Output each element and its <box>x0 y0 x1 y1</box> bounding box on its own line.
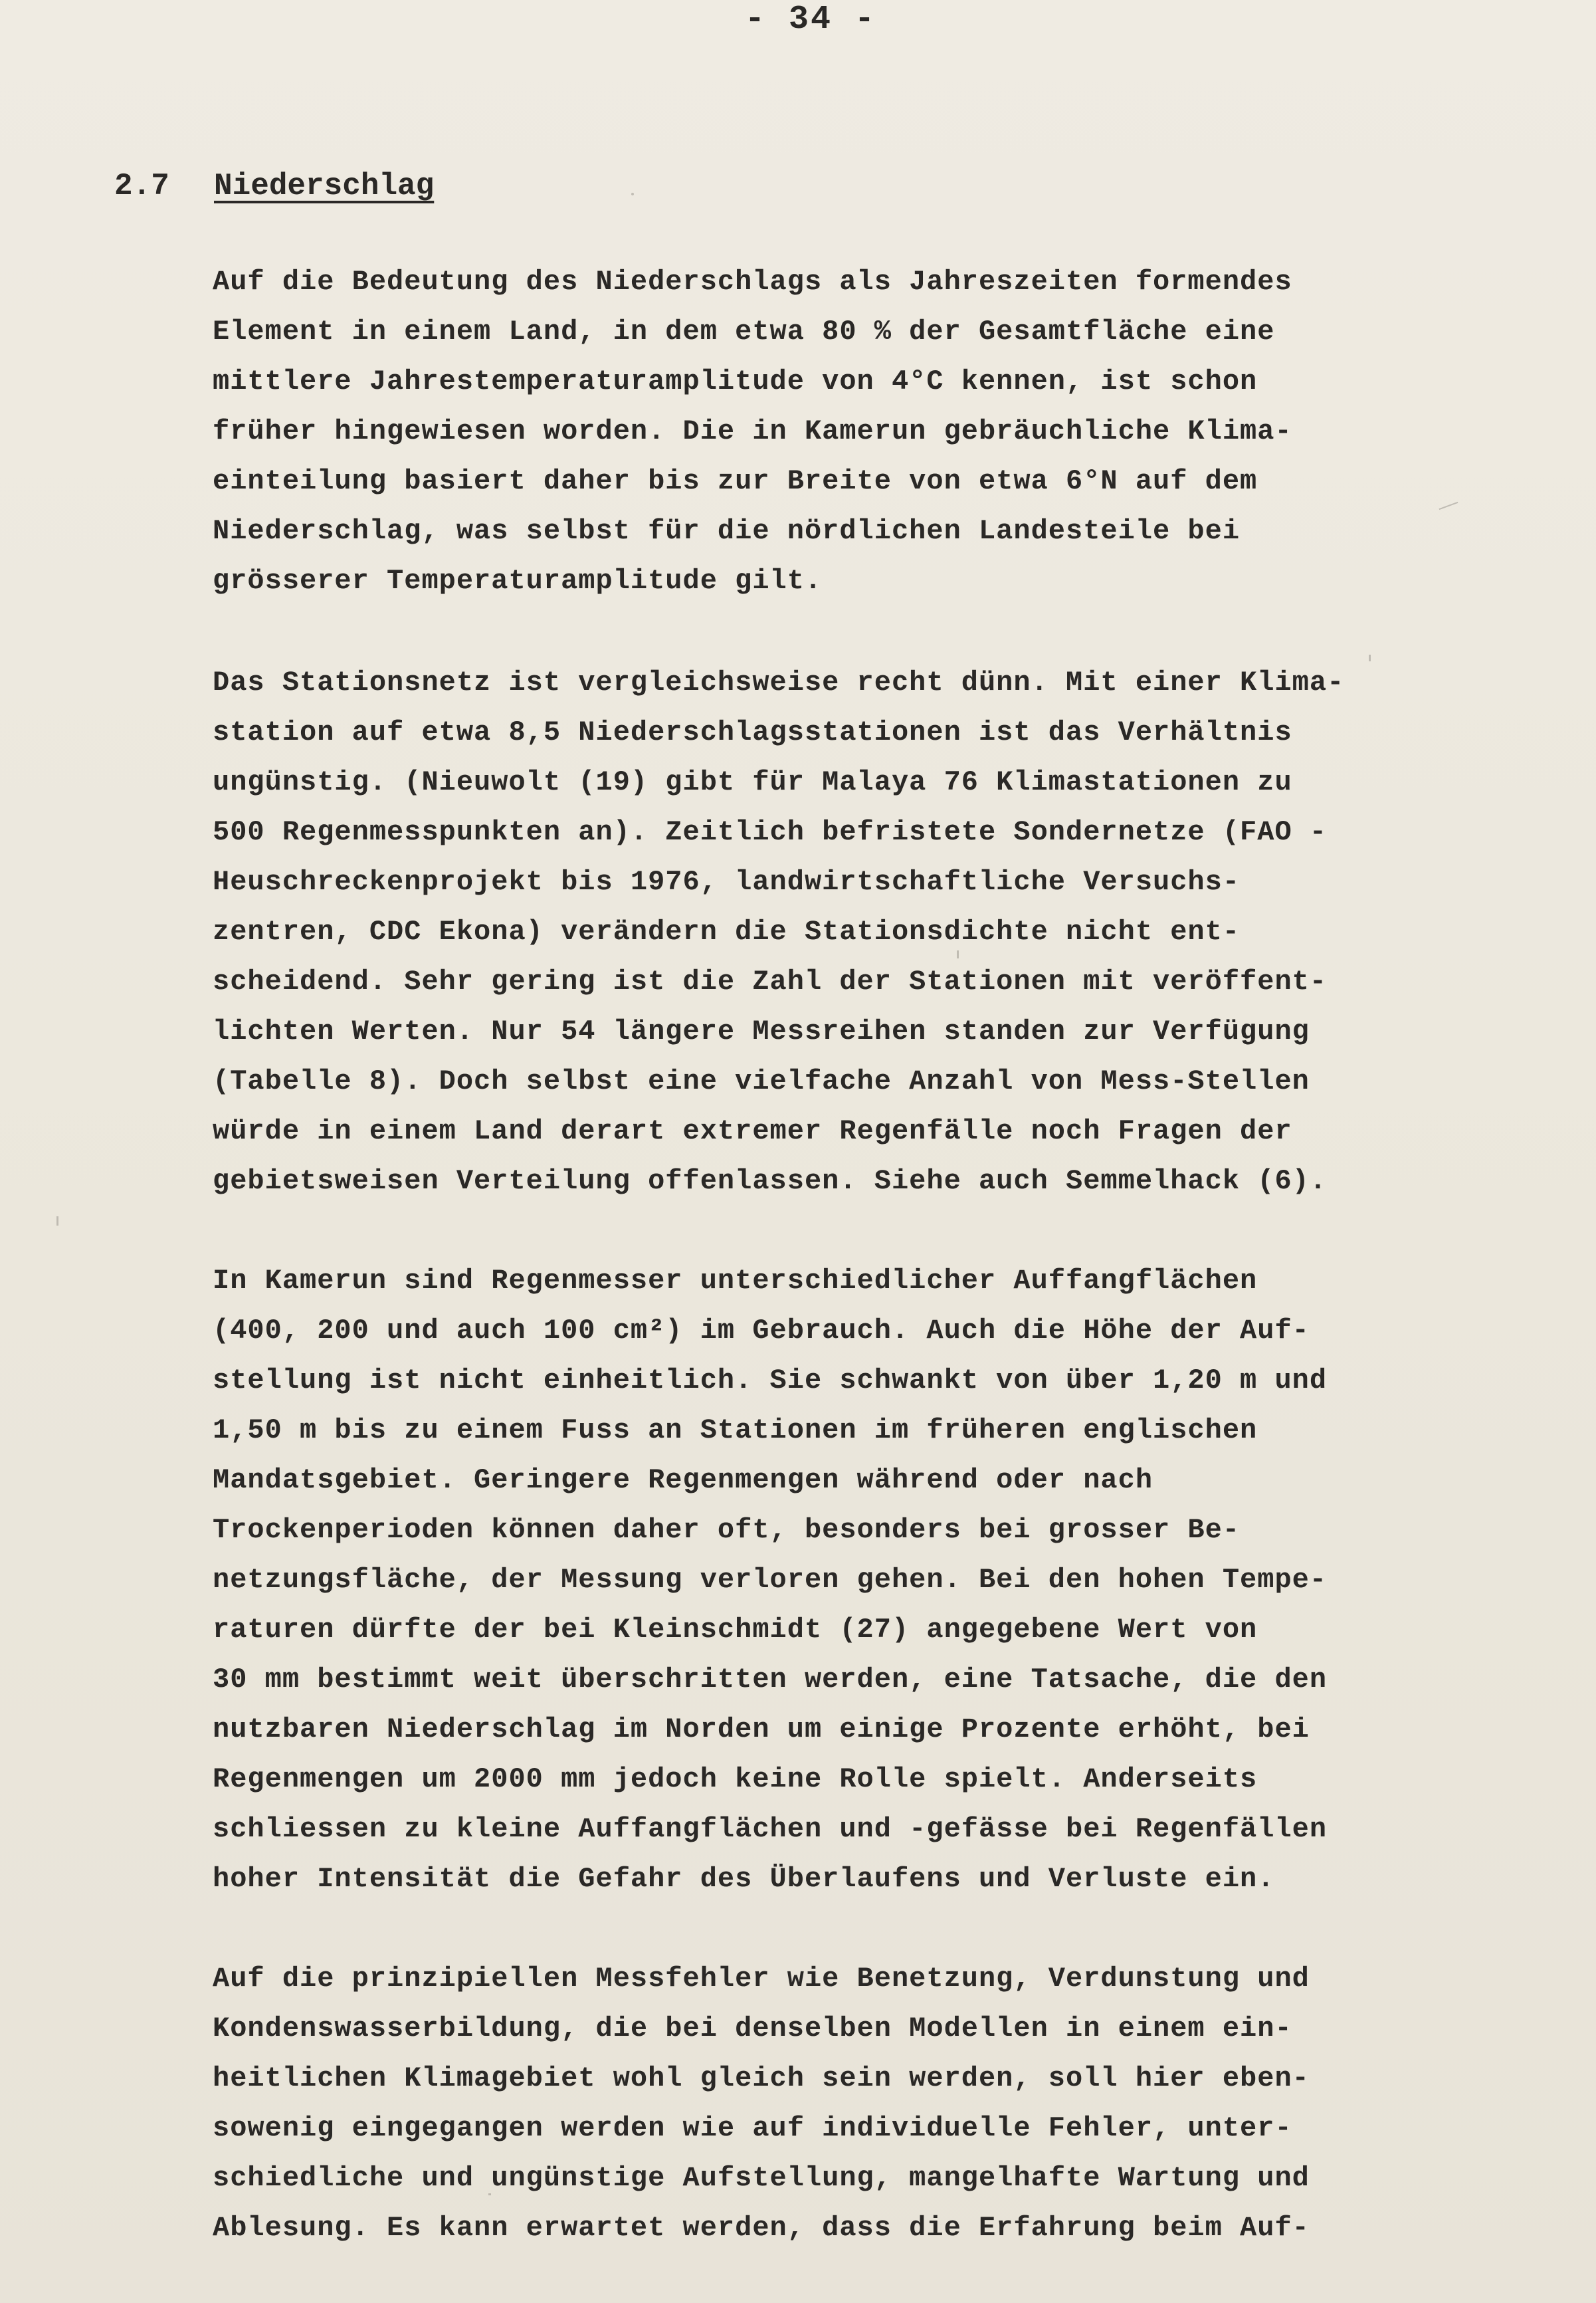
text-line: scheidend. Sehr gering ist die Zahl der Stationen mit veröffent- <box>213 966 1328 998</box>
text-line: Trockenperioden können daher oft, besonders bei grosser Be- <box>213 1514 1241 1546</box>
text-line: Auf die prinzipiellen Messfehler wie Benetzung, Verdunstung und <box>213 1963 1310 1995</box>
text-line: raturen dürfte der bei Kleinschmidt (27) angegebene Wert von <box>213 1614 1258 1646</box>
text-line: Kondenswasserbildung, die bei denselben Modellen in einem ein- <box>213 2013 1292 2044</box>
text-line: In Kamerun sind Regenmesser unterschiedlicher Auffangflächen <box>213 1265 1258 1297</box>
text-line: nutzbaren Niederschlag im Norden um einige Prozente erhöht, bei <box>213 1713 1310 1745</box>
text-line: 1,50 m bis zu einem Fuss an Stationen im früheren englischen <box>213 1414 1258 1446</box>
scan-speck <box>488 2193 491 2195</box>
text-line: heitlichen Klimagebiet wohl gleich sein werden, soll hier eben- <box>213 2062 1310 2094</box>
scan-speck <box>957 950 959 958</box>
text-line: schliessen zu kleine Auffangflächen und -gefässe bei Regenfällen <box>213 1813 1328 1845</box>
paragraph-3 <box>213 1256 1542 1904</box>
text-line: Mandatsgebiet. Geringere Regenmengen während oder nach <box>213 1464 1153 1496</box>
scan-speck <box>56 1216 58 1226</box>
text-line: Regenmengen um 2000 mm jedoch keine Rolle spielt. Anderseits <box>213 1763 1258 1795</box>
text-line: ungünstig. (Nieuwolt (19) gibt für Malaya 76 Klimastationen zu <box>213 766 1292 798</box>
text-line: gebietsweisen Verteilung offenlassen. Siehe auch Semmelhack (6). <box>213 1165 1328 1197</box>
text-line: 500 Regenmesspunkten an). Zeitlich befristete Sondernetze (FAO - <box>213 816 1328 848</box>
text-line: 30 mm bestimmt weit überschritten werden, eine Tatsache, die den <box>213 1664 1328 1696</box>
section-heading <box>114 166 434 206</box>
text-line: schiedliche und ungünstige Aufstellung, mangelhafte Wartung und <box>213 2162 1310 2194</box>
text-line: netzungsfläche, der Messung verloren gehen. Bei den hohen Tempe- <box>213 1564 1328 1596</box>
scan-speck <box>631 193 634 195</box>
text-line: Das Stationsnetz ist vergleichsweise recht dünn. Mit einer Klima- <box>213 667 1345 699</box>
text-line: Auf die Bedeutung des Niederschlags als Jahreszeiten formendes <box>213 266 1292 298</box>
text-line: Element in einem Land, in dem etwa 80 % der Gesamtfläche eine <box>213 316 1275 348</box>
paragraph-2 <box>213 658 1542 1206</box>
text-line: hoher Intensität die Gefahr des Überlaufens und Verluste ein. <box>213 1863 1275 1895</box>
text-line: zentren, CDC Ekona) verändern die Stationsdichte nicht ent- <box>213 916 1241 948</box>
section-title: Niederschlag <box>214 169 435 203</box>
text-line: Heuschreckenprojekt bis 1976, landwirtschaftliche Versuchs- <box>213 866 1241 898</box>
paragraph-1 <box>213 257 1542 606</box>
text-line: früher hingewiesen worden. Die in Kamerun gebräuchliche Klima- <box>213 415 1292 447</box>
text-line: (400, 200 und auch 100 cm²) im Gebrauch. Auch die Höhe der Auf- <box>213 1315 1310 1347</box>
scan-speck <box>1369 655 1371 661</box>
text-line: lichten Werten. Nur 54 längere Messreihen standen zur Verfügung <box>213 1016 1310 1047</box>
page-number: - 34 - <box>744 1 877 39</box>
scan-speck <box>598 2223 600 2230</box>
text-line: stellung ist nicht einheitlich. Sie schwankt von über 1,20 m und <box>213 1365 1328 1396</box>
paragraph-4 <box>213 1954 1542 2253</box>
section-number: 2.7 <box>114 169 169 203</box>
text-line: grösserer Temperaturamplitude gilt. <box>213 565 823 597</box>
text-line: Niederschlag, was selbst für die nördlichen Landesteile bei <box>213 515 1241 547</box>
text-line: einteilung basiert daher bis zur Breite von etwa 6°N auf dem <box>213 465 1258 497</box>
text-line: sowenig eingegangen werden wie auf individuelle Fehler, unter- <box>213 2112 1292 2144</box>
text-line: (Tabelle 8). Doch selbst eine vielfache Anzahl von Mess-Stellen <box>213 1065 1310 1097</box>
text-line: station auf etwa 8,5 Niederschlagsstationen ist das Verhältnis <box>213 716 1292 748</box>
text-line: würde in einem Land derart extremer Regenfälle noch Fragen der <box>213 1115 1292 1147</box>
text-line: mittlere Jahrestemperaturamplitude von 4°C kennen, ist schon <box>213 366 1258 397</box>
text-line: Ablesung. Es kann erwartet werden, dass die Erfahrung beim Auf- <box>213 2212 1310 2244</box>
